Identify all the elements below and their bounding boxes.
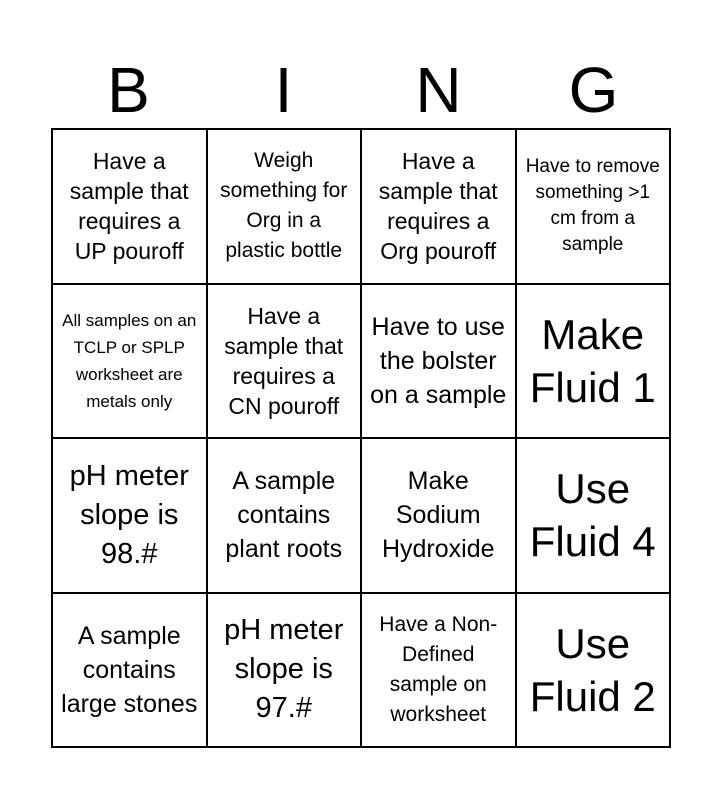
bingo-cell-text: Make Sodium Hydroxide (381, 467, 495, 564)
bingo-cell-text: A sample contains plant roots (225, 467, 343, 564)
bingo-cell[interactable] (52, 129, 207, 284)
header-letter-b: B (107, 54, 150, 126)
bingo-cell[interactable] (361, 129, 516, 284)
bingo-cell[interactable] (52, 284, 207, 439)
bingo-cell[interactable] (207, 129, 362, 284)
bingo-cell-text: Have a sample that requires a CN pouroff (224, 302, 344, 419)
header-letter-i: I (274, 54, 293, 126)
bingo-cell[interactable] (516, 284, 671, 439)
bingo-cell-text: Weigh something for Org in a plastic bottle (220, 149, 348, 263)
bingo-cell[interactable] (361, 284, 516, 439)
bingo-cell-text: Have a sample that requires a Org pouroff (378, 148, 498, 265)
bingo-cell-text: Use Fluid 2 (529, 619, 656, 720)
header-letter-n: N (415, 54, 462, 126)
bingo-cell-text: Have to remove something >1 cm from a sample (525, 156, 660, 256)
header-letter-g: G (568, 54, 619, 126)
bingo-cell[interactable] (361, 438, 516, 593)
bingo-cell[interactable] (52, 438, 207, 593)
bingo-cell-text: Make Fluid 1 (529, 310, 656, 411)
bingo-cell-text: pH meter slope is 97.# (224, 614, 344, 725)
bingo-cell[interactable] (207, 593, 362, 748)
bingo-cell[interactable] (516, 129, 671, 284)
bingo-cell-text: Have a Non-Defined sample on worksheet (379, 612, 498, 726)
bingo-cell-text: A sample contains large stones (61, 621, 198, 718)
bingo-cell-text: Have a sample that requires a UP pouroff (69, 148, 189, 265)
bingo-cell[interactable] (52, 593, 207, 748)
bingo-board (51, 128, 671, 748)
bingo-cell[interactable] (361, 593, 516, 748)
bingo-cell[interactable] (207, 438, 362, 593)
bingo-cell[interactable] (207, 284, 362, 439)
bingo-header (51, 50, 671, 130)
bingo-cell-text: Use Fluid 4 (529, 465, 656, 566)
bingo-cell-text: Have to use the bolster on a sample (370, 312, 507, 409)
bingo-cell-text: pH meter slope is 98.# (69, 459, 189, 570)
bingo-cell[interactable] (516, 438, 671, 593)
bingo-cell-text: All samples on an TCLP or SPLP worksheet are metals only (62, 310, 197, 411)
bingo-cell[interactable] (516, 593, 671, 748)
